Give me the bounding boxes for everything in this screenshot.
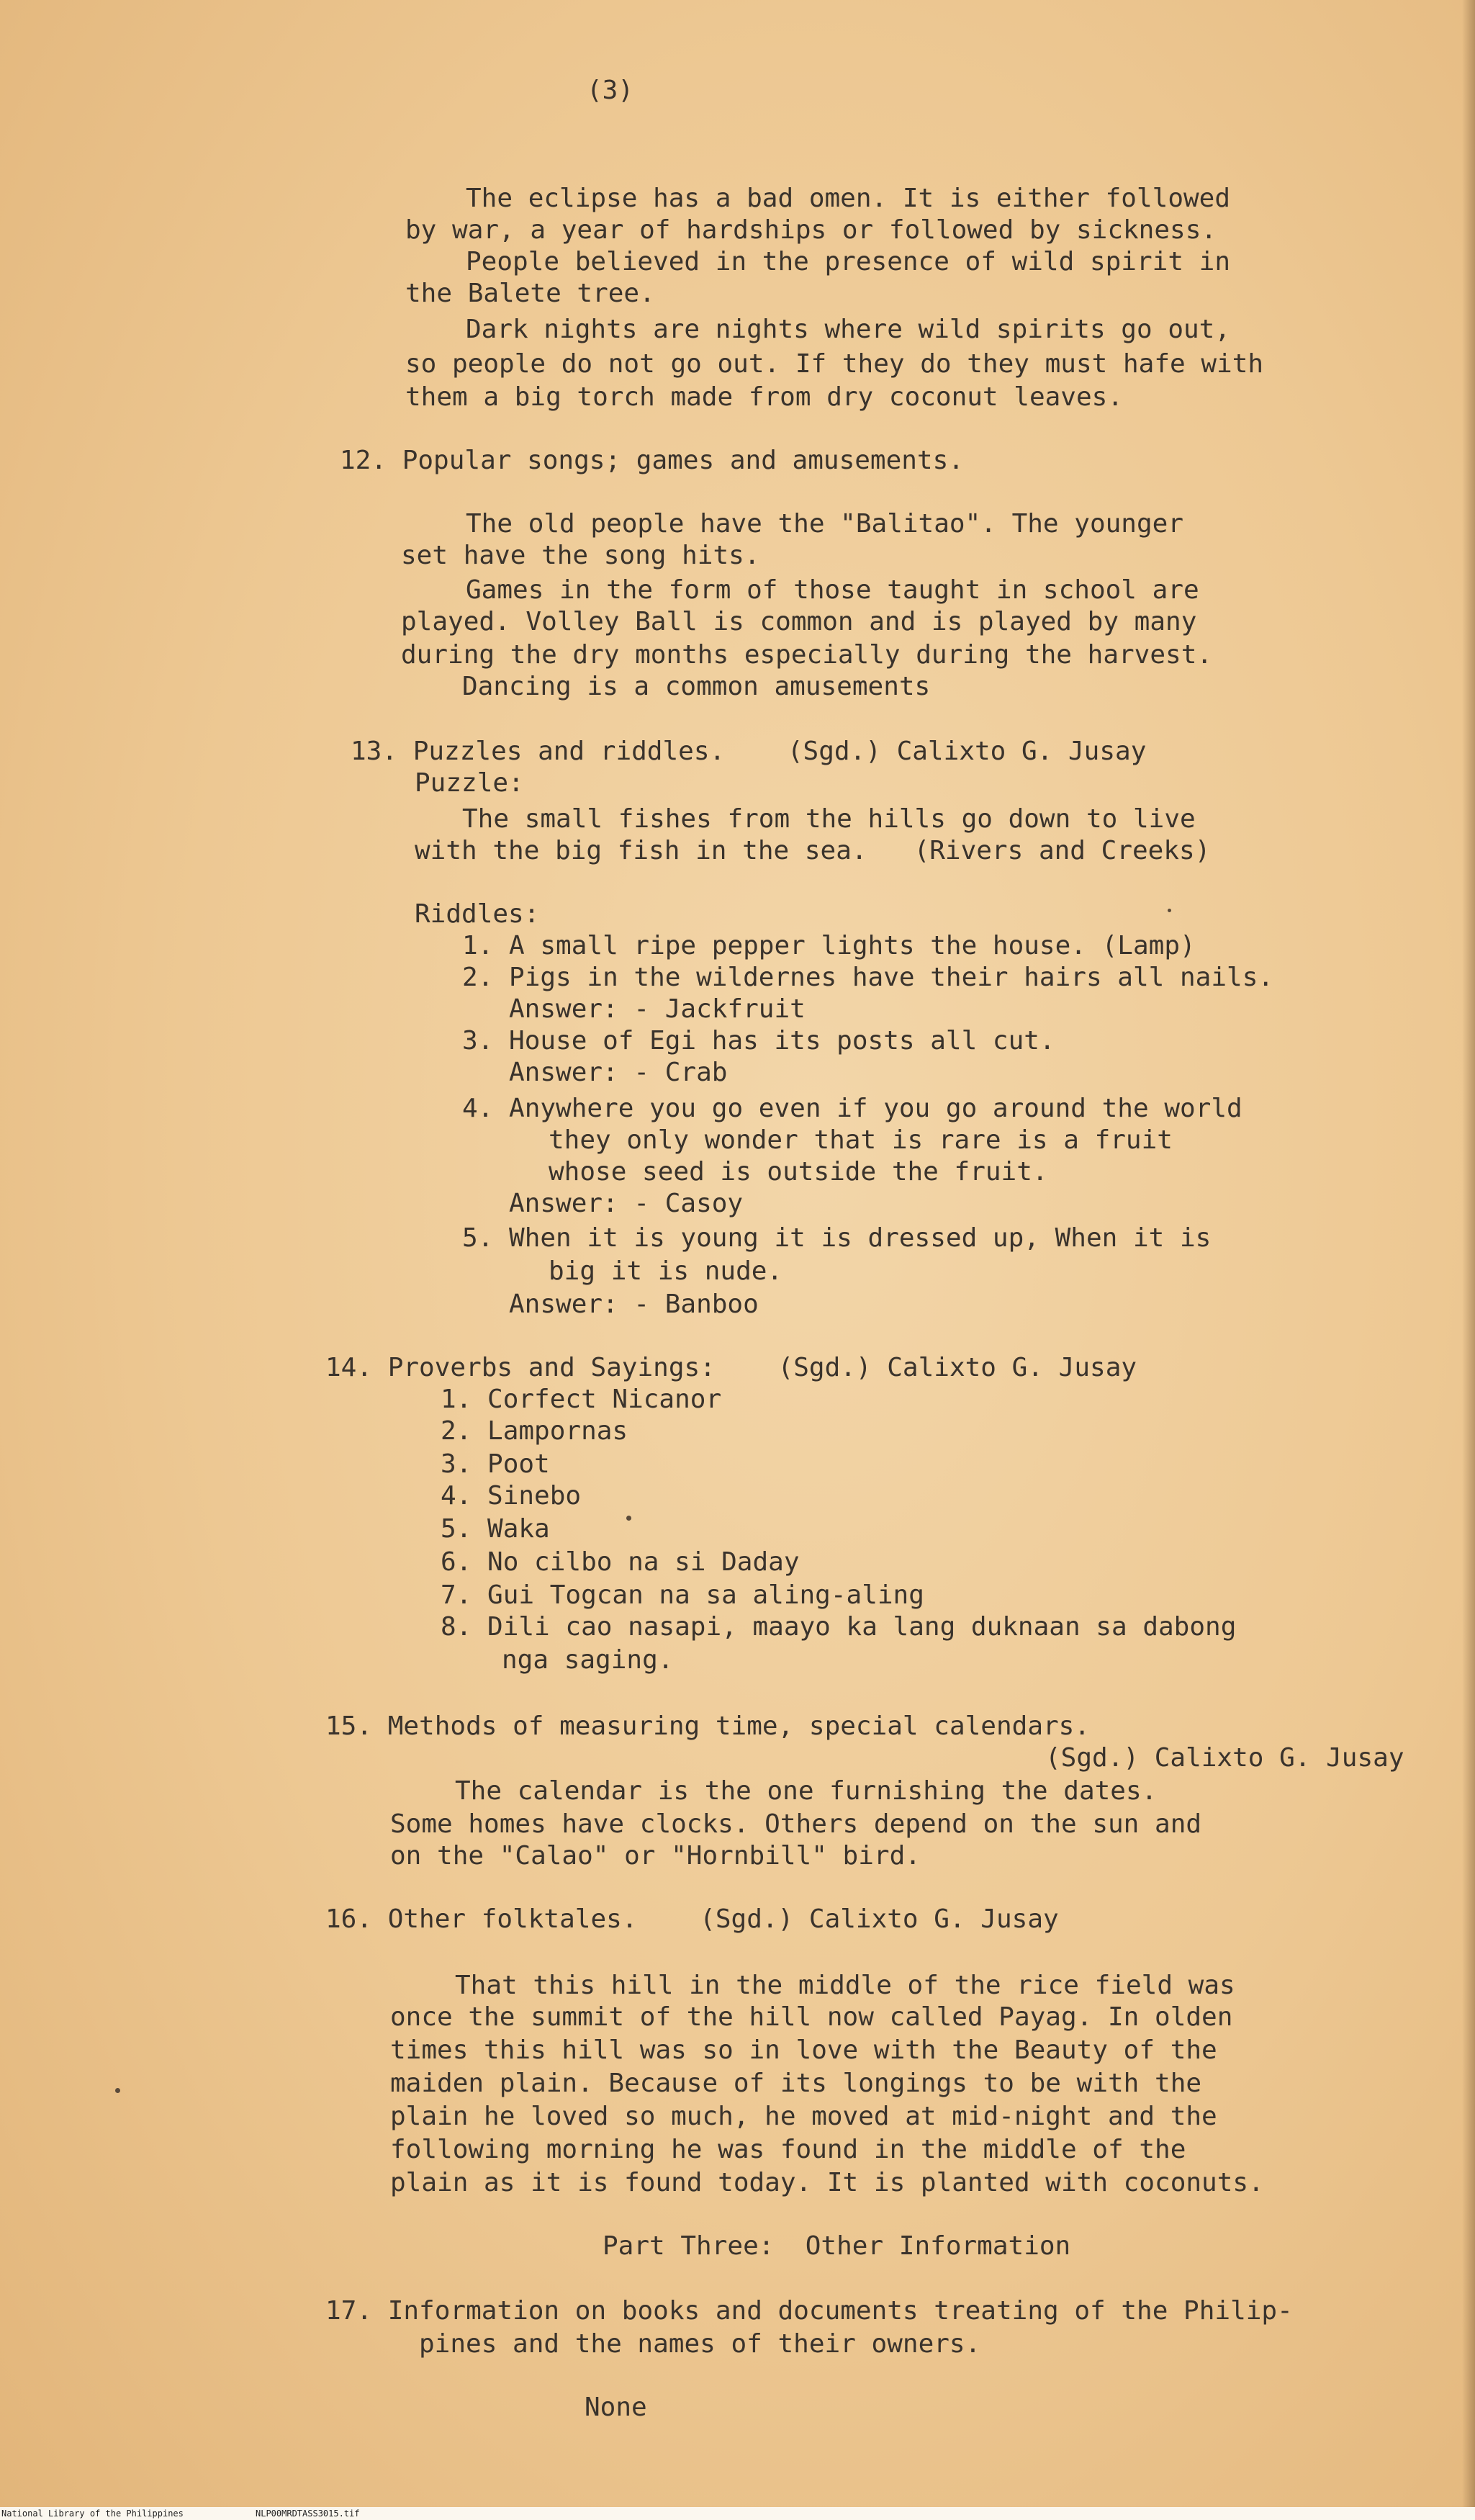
text-line: on the "Calao" or "Hornbill" bird. [390,1841,921,1871]
list-item: 8. Dili cao nasapi, maayo ka lang duknaan sa dabong [441,1612,1237,1642]
part-heading: Part Three: Other Information [603,2231,1071,2261]
text-line: Riddles: [415,899,540,929]
list-item: 7. Gui Togcan na sa aling-aling [441,1580,924,1610]
text-line: set have the song hits. [401,541,760,570]
text-line: Answer: - Jackfruit [509,994,806,1024]
list-item: 4. Sinebo [441,1481,582,1511]
text-line: played. Volley Ball is common and is played by many [401,607,1197,636]
text-line: they only wonder that is rare is a fruit [549,1125,1173,1155]
list-item: 1. Corfect Nicanor [441,1385,722,1414]
text-line: whose seed is outside the fruit. [549,1157,1048,1187]
text-line: times this hill was so in love with the Beauty of the [390,2035,1217,2065]
text-line: The old people have the "Balitao". The younger [466,509,1183,539]
text-line: following morning he was found in the middle of the [390,2135,1186,2164]
text-line: None [585,2393,647,2422]
text-line: People believed in the presence of wild spirit in [466,247,1231,276]
footer-left: National Library of the Philippines [1,2508,184,2519]
list-item: 3. House of Egi has its posts all cut. [462,1026,1055,1056]
text-line: so people do not go out. If they do they must hafe with [405,349,1264,379]
text-line: Some homes have clocks. Others depend on the sun and [390,1809,1202,1839]
list-item: 1. A small ripe pepper lights the house. (Lamp) [462,931,1196,960]
text-line: Answer: - Casoy [509,1189,744,1218]
scan-footer [0,2507,1475,2520]
text-line: the Balete tree. [405,279,655,308]
section-heading: 12. Popular songs; games and amusements. [340,446,964,475]
list-item: 2. Pigs in the wildernes have their hairs all nails. [462,963,1274,992]
list-item: 3. Poot [441,1449,550,1479]
text-line: (Sgd.) Calixto G. Jusay [1045,1743,1404,1773]
ink-speck [626,1516,631,1521]
text-line: big it is nude. [549,1256,783,1286]
section-heading: 17. Information on books and documents treating of the Philip- [325,2296,1293,2326]
text-line: Answer: - Crab [509,1058,728,1087]
page-edge-shadow [1462,0,1475,2520]
list-item: 6. No cilbo na si Daday [441,1547,800,1577]
text-line: plain he loved so much, he moved at mid-night and the [390,2102,1217,2131]
text-line: Dancing is a common amusements [462,672,931,701]
section-heading: 14. Proverbs and Sayings: (Sgd.) Calixto G. Jusay [325,1353,1137,1382]
text-line: The small fishes from the hills go down to live [462,804,1196,834]
text-line: Games in the form of those taught in school are [466,575,1199,605]
list-item: 5. Waka [441,1514,550,1544]
ink-speck [1168,909,1171,912]
text-line: Answer: - Banboo [509,1290,759,1319]
text-line: by war, a year of hardships or followed by sickness. [405,215,1217,245]
footer-right: NLP00MRDTASS3015.tif [256,2508,360,2519]
list-item: 5. When it is young it is dressed up, When it is [462,1223,1212,1253]
text-line: pines and the names of their owners. [419,2329,981,2359]
text-line: plain as it is found today. It is planted with coconuts. [390,2168,1264,2197]
text-line: Dark nights are nights where wild spirits go out, [466,315,1231,344]
section-heading: 16. Other folktales. (Sgd.) Calixto G. Jusay [325,1904,1059,1934]
text-line: That this hill in the middle of the rice field was [455,1971,1235,2000]
list-item: 2. Lampornas [441,1416,628,1446]
text-line: them a big torch made from dry coconut leaves. [405,382,1123,412]
text-line: once the summit of the hill now called Payag. In olden [390,2002,1233,2032]
text-line: with the big fish in the sea. (Rivers and Creeks) [415,836,1211,865]
text-line: Puzzle: [415,768,524,798]
text-line: The eclipse has a bad omen. It is either followed [466,184,1231,213]
text-line: nga saging. [502,1645,674,1675]
text-line: The calendar is the one furnishing the dates. [455,1776,1158,1806]
list-item: 4. Anywhere you go even if you go around the world [462,1094,1242,1123]
ink-speck [115,2088,120,2093]
page-number: (3) [587,76,634,105]
section-heading: 13. Puzzles and riddles. (Sgd.) Calixto G. Jusay [351,737,1147,766]
section-heading: 15. Methods of measuring time, special calendars. [325,1711,1091,1741]
text-line: maiden plain. Because of its longings to be with the [390,2069,1202,2098]
text-line: during the dry months especially during the harvest. [401,640,1213,670]
